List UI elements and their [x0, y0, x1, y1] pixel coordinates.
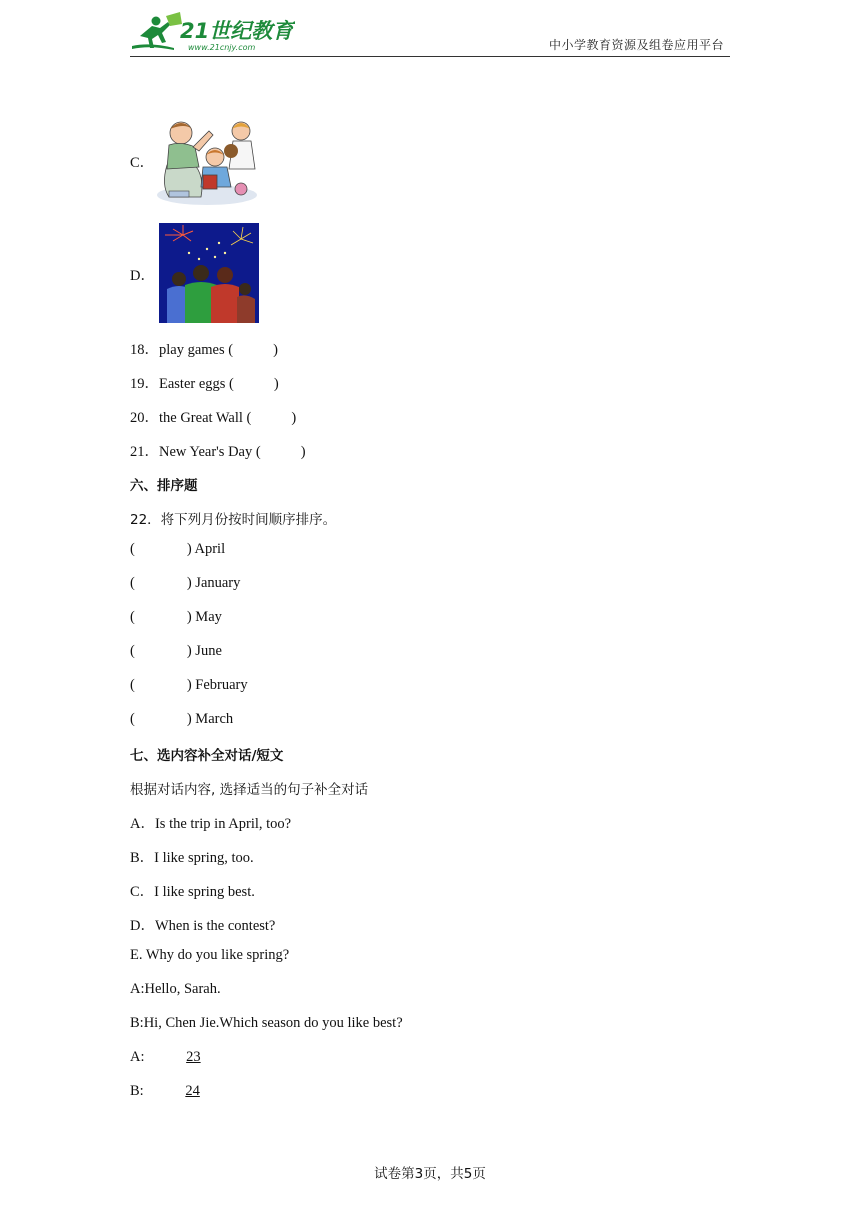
choice-e: E. Why do you like spring?: [130, 947, 290, 963]
site-name: 中小学教育资源及组卷应用平台: [548, 38, 724, 52]
dialogue-line: A:Hello, Sarah.: [130, 981, 221, 997]
ordering-item: ( ) May: [130, 609, 222, 625]
question-22: 22．将下列月份按时间顺序排序。: [130, 512, 337, 528]
question-19: 19．Easter eggs ( ): [130, 376, 279, 392]
section-7-title: 七、选内容补全对话/短文: [130, 748, 284, 764]
ordering-item: ( ) June: [130, 643, 222, 659]
fireworks-picture: [159, 223, 259, 323]
choice-a: A．Is the trip in April, too?: [130, 816, 292, 832]
question-20: 20．the Great Wall ( ): [130, 410, 297, 426]
ordering-item: ( ) February: [130, 677, 248, 693]
ordering-item: ( ) March: [130, 711, 234, 727]
answer-blank-23[interactable]: 23: [186, 1049, 201, 1065]
children-playing-picture: [155, 115, 259, 207]
choice-b: B．I like spring, too.: [130, 850, 254, 866]
dialogue-blank-24: B: 24: [130, 1083, 238, 1100]
logo-subtext: www.21cnjy.com: [188, 43, 256, 52]
question-21: 21．New Year's Day ( ): [130, 444, 306, 460]
page-header: [130, 10, 730, 57]
choice-c: C．I like spring best.: [130, 884, 255, 900]
dialogue-line: B:Hi, Chen Jie.Which season do you like best?: [130, 1015, 403, 1031]
section-6-title: 六、排序题: [130, 478, 198, 494]
logo-text: 21世纪教育: [180, 19, 294, 43]
site-logo: [130, 12, 295, 54]
section-7-instruction: 根据对话内容, 选择适当的句子补全对话: [130, 782, 369, 798]
choice-d: D．When is the contest?: [130, 918, 276, 934]
option-d-label: D．: [130, 268, 155, 284]
question-18: 18．play games ( ): [130, 342, 278, 358]
answer-blank-24[interactable]: 24: [185, 1083, 200, 1099]
page-footer: 试卷第3页，共5页: [374, 1166, 486, 1182]
ordering-item: ( ) January: [130, 575, 241, 591]
ordering-item: ( ) April: [130, 541, 226, 557]
option-c-label: C．: [130, 155, 155, 171]
dialogue-blank-23: A: 23: [130, 1049, 239, 1066]
